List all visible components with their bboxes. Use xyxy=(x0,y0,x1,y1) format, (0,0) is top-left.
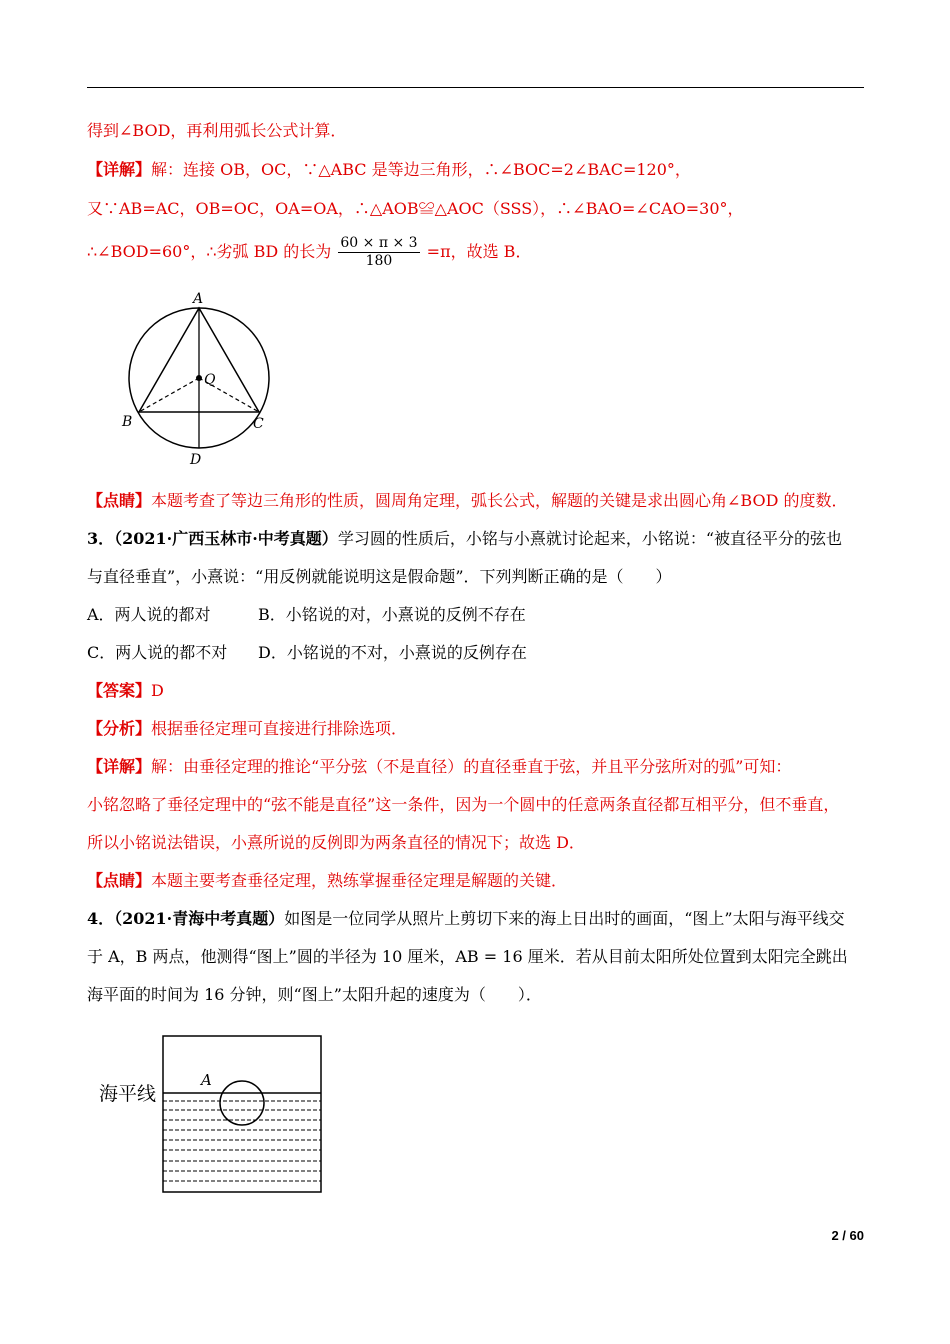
text-line: 【详解】解：由垂径定理的推论“平分弦（不是直径）的直径垂直于弦，并且平分弦所对的弧”可知： xyxy=(87,757,792,776)
fraction: $\frac{60 \times \pi \times 3}{180}$ xyxy=(340,235,418,269)
label-a: A xyxy=(201,1071,212,1089)
label-d: D xyxy=(190,452,202,468)
option-c: C．两人说的都不对 xyxy=(87,643,228,662)
text-line: 【点睛】本题考查了等边三角形的性质，圆周角定理，弧长公式，解题的关键是求出圆心角∠BOD 的度数． xyxy=(87,491,848,510)
header-rule xyxy=(87,87,864,88)
text-line: 又∵AB=AC，OB=OC，OA=OA，∴△AOB≌△AOC（SSS），∴∠BAO=∠CAO=30°， xyxy=(87,199,744,218)
text-line: 与直径垂直”，小熹说：“用反例就能说明这是假命题”．下列判断正确的是（ ） xyxy=(87,567,672,586)
text-line: 【详解】解：连接 OB，OC，∵△ABC 是等边三角形，∴∠BOC=2∠BAC=120°， xyxy=(87,160,691,179)
answer: 【答案】D xyxy=(87,681,164,700)
question-3: 3．（2021·广西玉林市·中考真题）学习圆的性质后，小铭与小熹就讨论起来，小铭说：“被直径平分的弦也 xyxy=(87,529,842,548)
option-a: A．两人说的都对 xyxy=(87,605,211,624)
text-line: 于 A，B 两点，他测得“图上”圆的半径为 10 厘米，AB = 16 厘米．若从目前太阳所处位置到太阳完全跳出 xyxy=(87,947,848,966)
page-number: 2 / 60 xyxy=(831,1228,864,1243)
question-4: 4．（2021·青海中考真题）如图是一位同学从照片上剪切下来的海上日出时的画面，“图上”太阳与海平线交 xyxy=(87,909,845,928)
sea-level-label: 海平线 xyxy=(99,1083,157,1105)
text-line: 所以小铭说法错误，小熹所说的反例即为两条直径的情况下；故选 D． xyxy=(87,833,585,852)
text-line: 海平面的时间为 16 分钟，则“图上”太阳升起的速度为（ ）． xyxy=(87,985,542,1004)
sunrise-figure xyxy=(95,1034,335,1199)
label-b: B xyxy=(122,414,133,430)
label-a: A xyxy=(193,291,204,307)
text-line: 得到∠BOD，再利用弧长公式计算． xyxy=(87,121,347,140)
triangle-circle-figure xyxy=(110,288,280,468)
label-c: C xyxy=(253,416,264,432)
option-d: D．小铭说的不对，小熹说的反例存在 xyxy=(258,643,527,662)
text-line: ∴∠BOD=60°，∴劣弧 BD 的长为 $\frac{60 \times \pi \times 3}{180}$ =π，故选 B． xyxy=(87,235,532,269)
analysis: 【分析】根据垂径定理可直接进行排除选项． xyxy=(87,719,408,738)
text-line: 小铭忽略了垂径定理中的“弦不能是直径”这一条件，因为一个圆中的任意两条直径都互相平分，但不垂直， xyxy=(87,795,840,814)
option-b: B．小铭说的对，小熹说的反例不存在 xyxy=(258,605,526,624)
text-line: 【点睛】本题主要考查垂径定理，熟练掌握垂径定理是解题的关键． xyxy=(87,871,568,890)
label-o: Q xyxy=(204,372,216,388)
